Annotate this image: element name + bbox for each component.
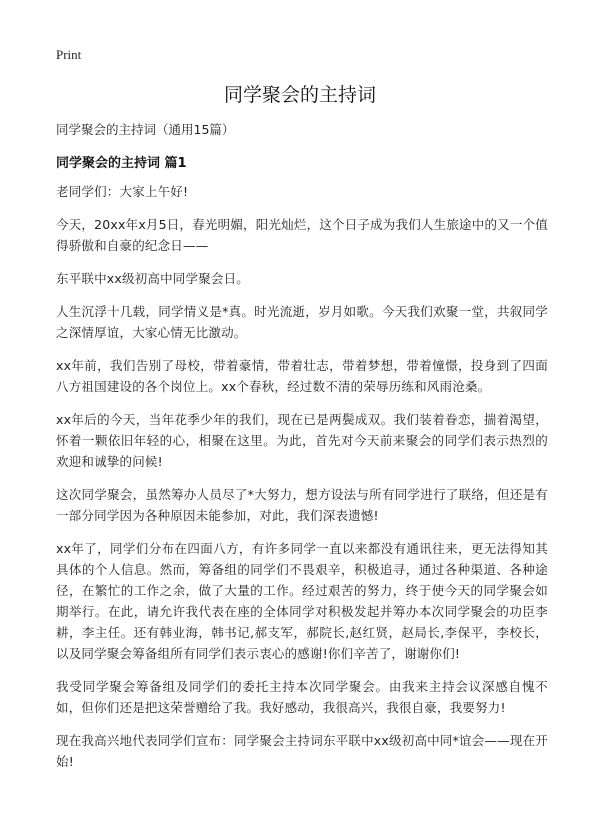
paragraph: 人生沉浮十几载，同学情义是*真。时光流逝，岁月如歌。今天我们欢聚一堂，共叙同学之深情厚谊，大家心情无比激动。 xyxy=(56,304,548,340)
page-title: 同学聚会的主持词 xyxy=(223,84,376,106)
print-link[interactable]: Print xyxy=(56,47,82,62)
paragraph: 我受同学聚会筹备组及同学们的委托主持本次同学聚会。由我来主持会议深感自愧不如，但你们还是把这荣誉赠给了我。我好感动，我很高兴，我很自豪，我要努力! xyxy=(56,679,548,715)
document-subtitle: 同学聚会的主持词（通用15篇） xyxy=(56,122,235,137)
paragraph: 这次同学聚会，虽然筹办人员尽了*大努力，想方设法与所有同学进行了联络，但还是有一部分同学因为各种原因未能参加，对此，我们深表遗憾! xyxy=(56,487,548,523)
paragraph: xx年后的今天，当年花季少年的我们，现在已是两鬓成双。我们装着眷恋，揣着渴望，怀着一颗依旧年轻的心，相聚在这里。为此，首先对今天前来聚会的同学们表示热烈的欢迎和诚挚的问候! xyxy=(56,412,548,469)
paragraph: 东平联中xx级初高中同学聚会日。 xyxy=(56,271,249,286)
paragraph: xx年前，我们告别了母校，带着豪情，带着壮志，带着梦想，带着憧憬，投身到了四面八方祖国建设的各个岗位上。xx个春秋，经过数不清的荣辱历练和风雨沧桑。 xyxy=(56,358,548,394)
paragraph-greeting: 老同学们：大家上午好! xyxy=(56,184,189,199)
section-heading: 同学聚会的主持词 篇1 xyxy=(56,156,187,171)
paragraph: xx年了，同学们分布在四面八方，有许多同学一直以来都没有通讯往来，更无法得知其具体的个人信息。然而，筹备组的同学们不畏艰辛，积极追寻，通过各种渠道、各种途径，在繁忙的工作之余，做了大量的工作。经过艰苦的努力，终于使今天的同学聚会如期举行。在此，请允许我代表在座的全体同学对积极发起并筹办本次同学聚会的功臣李耕，李主任。还有韩业海，韩书记,郝支军，郝院长,赵红贤，赵局长,李保平，李校长，以及同学聚会筹备组所有同学们表示衷心的感谢!你们辛苦了，谢谢你们! xyxy=(56,541,548,661)
paragraph: 今天，20xx年x月5日，春光明媚，阳光灿烂，这个日子成为我们人生旅途中的又一个值得骄傲和自豪的纪念日—— xyxy=(56,217,548,253)
paragraph: 现在我高兴地代表同学们宣布：同学聚会主持词东平联中xx级初高中同*谊会——现在开始! xyxy=(56,733,548,769)
document-body xyxy=(56,181,548,784)
